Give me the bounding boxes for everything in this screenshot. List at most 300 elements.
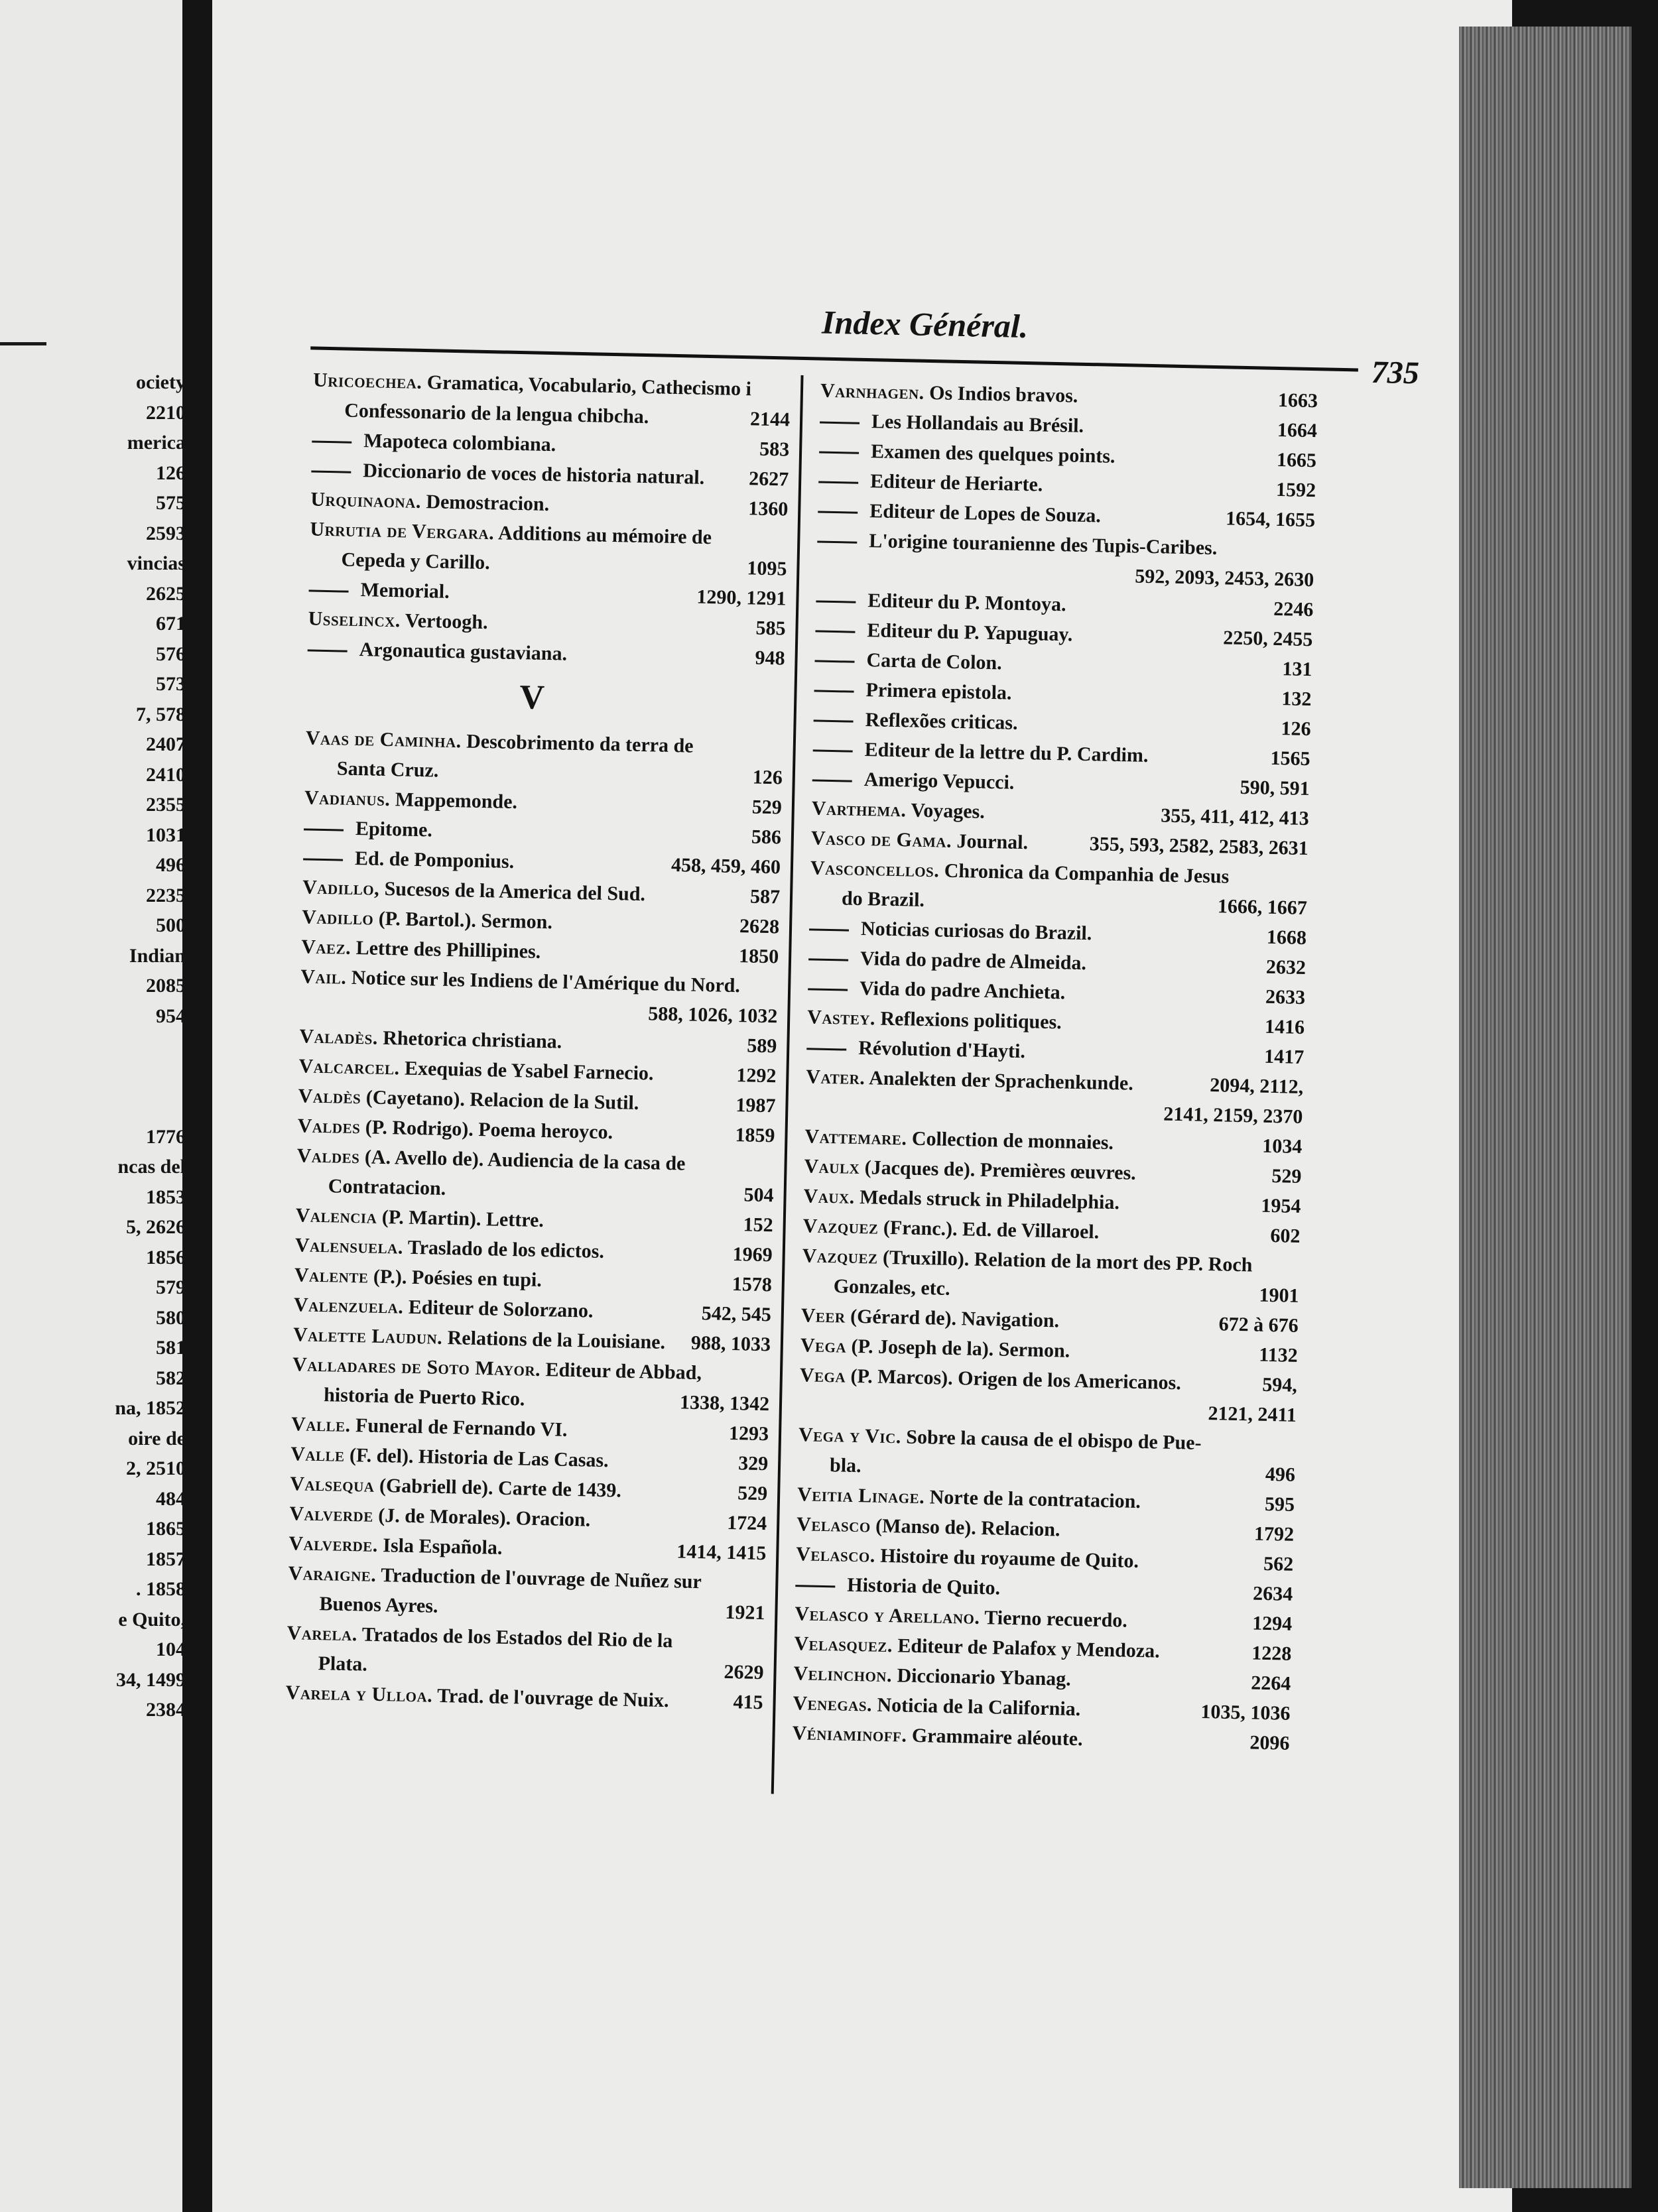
index-entry-text: Editeur de Palafox y Mendoza.: [897, 1634, 1161, 1662]
index-entry-refs: 1414, 1415: [676, 1540, 767, 1565]
index-entry-name: Vattemare.: [804, 1125, 907, 1150]
index-entry-refs: 2628: [739, 915, 780, 938]
index-entry: [816, 524, 1315, 595]
index-entry-text: (Cayetano). Relacion de la Sutil.: [365, 1086, 639, 1115]
page-number: 735: [1371, 354, 1420, 391]
previous-page-line: 126: [156, 461, 186, 484]
index-entry-refs: 1294: [1251, 1612, 1293, 1635]
index-entry-text: Sobre la causa de el obispo de Pue-: [905, 1426, 1202, 1454]
previous-page-line: 7, 578: [136, 703, 186, 725]
previous-page-line: 2407: [146, 733, 186, 755]
right-index-column: [792, 376, 1318, 1758]
index-entry-refs: 152: [743, 1213, 774, 1237]
index-entry-text: Histoire du royaume de Quito.: [879, 1544, 1139, 1572]
index-entry-refs: 595: [1264, 1493, 1295, 1516]
index-entry-refs: 415: [733, 1691, 763, 1714]
previous-page-line: 954: [156, 1005, 186, 1027]
index-entry-head: [814, 644, 1002, 678]
book-page-edges: [1459, 27, 1631, 2188]
index-entry-text: Tierno recuerdo.: [984, 1607, 1128, 1632]
index-entry-text: (Gabriell de). Carte de 1439.: [379, 1474, 622, 1502]
index-entry-refs: 529: [737, 1482, 768, 1505]
index-entry-continuation-text: do Brazil.: [841, 887, 925, 911]
index-entry-refs: 587: [749, 885, 781, 908]
ditto-dash: [819, 451, 859, 454]
index-entry-refs: 1668: [1266, 926, 1307, 950]
index-entry-name: Velinchon.: [793, 1662, 893, 1687]
ditto-dash: [813, 749, 853, 752]
previous-page-line: 671: [156, 613, 186, 635]
index-entry-refs: 529: [751, 796, 783, 819]
index-entry-name: Vasconcellos.: [810, 857, 940, 882]
index-entry-name: Varnhagen.: [820, 379, 925, 404]
index-entry-text: Noticias curiosas do Brazil.: [860, 917, 1092, 945]
ditto-dash: [311, 470, 351, 473]
index-entry-text: Funeral de Fernando VI.: [355, 1414, 568, 1441]
index-entry-refs: 2264: [1251, 1672, 1291, 1695]
index-entry-refs: 2629: [724, 1660, 764, 1684]
index-entry-text: Notice sur les Indiens de l'Amérique du Nord.: [351, 966, 741, 997]
index-entry-refs: 586: [751, 826, 782, 849]
index-entry-text: Memorial.: [360, 579, 450, 603]
ditto-dash: [815, 630, 855, 633]
index-entry-head: [815, 614, 1073, 649]
index-entry-refs: 1901: [1259, 1284, 1299, 1307]
index-entry-name: Velasco y Arellano.: [795, 1603, 980, 1628]
index-entry-text: (A. Avello de). Audiencia de la casa de: [364, 1146, 686, 1175]
index-entry-text: Carta de Colon.: [866, 649, 1003, 674]
index-entry-refs: 1565: [1270, 747, 1310, 770]
index-entry-refs: 2627: [748, 467, 789, 491]
index-entry-text: Révolution d'Hayti.: [858, 1036, 1026, 1063]
index-entry-continuation-text: Gonzales, etc.: [833, 1275, 950, 1300]
index-entry-name: Vail.: [300, 965, 347, 989]
index-entry-text: Chronica da Companhia de Jesus: [944, 859, 1230, 888]
index-entry-text: (Truxillo). Relation de la mort des PP. Roch: [882, 1246, 1253, 1276]
index-entry-name: Velasco: [796, 1513, 871, 1537]
index-entry-text: Diccionario Ybanag.: [897, 1664, 1072, 1690]
previous-page-line: 573: [156, 673, 186, 695]
previous-page-line: 104: [156, 1638, 186, 1660]
ditto-dash: [818, 481, 858, 483]
index-entry-head: [301, 932, 541, 967]
index-entry-refs: 126: [752, 766, 783, 789]
index-entry-refs: 585: [755, 617, 786, 640]
index-entry-refs: 1665: [1276, 448, 1317, 472]
ditto-dash: [304, 828, 344, 831]
index-entry-refs: 2632: [1265, 955, 1307, 979]
ditto-dash: [303, 858, 343, 861]
index-entry-text: Traduction de l'ouvrage de Nuñez sur: [380, 1564, 702, 1593]
index-entry-text: Journal.: [956, 830, 1029, 854]
index-entry-text: Editeur de Heriarte.: [869, 470, 1043, 496]
previous-page-line: 2625: [146, 582, 186, 605]
index-entry-refs: 329: [737, 1452, 769, 1475]
index-entry-text: Examen des quelques points.: [870, 440, 1116, 467]
previous-page-fragment: [0, 0, 186, 2212]
index-entry-name: Valdes: [296, 1144, 360, 1168]
index-entry-name: Valdes: [297, 1115, 361, 1138]
index-entry-head: [813, 704, 1018, 737]
previous-page-line: 582: [156, 1367, 186, 1389]
index-entry: [801, 1241, 1300, 1311]
index-entry-text: Mapoteca colombiana.: [363, 430, 556, 456]
index-entry-text: Amerigo Vepucci.: [863, 768, 1015, 794]
index-entry-text: Rhetorica christiana.: [382, 1026, 562, 1053]
index-entry-name: Valverde.: [288, 1532, 379, 1556]
index-entry-name: Valenzuela.: [293, 1294, 404, 1318]
index-entry-name: Vega y Vic.: [798, 1424, 902, 1448]
previous-page-line: 5, 2626: [126, 1216, 186, 1238]
index-entry-refs: 1095: [747, 557, 787, 580]
index-entry-refs: 2094, 2112,: [1210, 1074, 1304, 1098]
index-entry-name: Veitia Linage.: [797, 1483, 925, 1508]
index-entry-name: Valette Laudun.: [292, 1323, 443, 1349]
index-entry-text: Gramatica, Vocabulario, Cathecismo i: [426, 371, 752, 400]
index-entry-head: [820, 376, 1078, 411]
index-entry-refs: 529: [1271, 1165, 1302, 1188]
index-entry-continuation-text: Buenos Ayres.: [319, 1593, 438, 1617]
index-entry-name: Valencia: [295, 1204, 377, 1228]
index-entry-text: Sucesos de la America del Sud.: [384, 877, 646, 906]
index-entry-refs: 562: [1263, 1552, 1294, 1575]
index-entry: [798, 1420, 1297, 1490]
index-entry-text: Vertoogh.: [405, 609, 488, 634]
index-entry-head: [792, 1718, 1083, 1754]
index-entry-head: [308, 603, 488, 637]
index-entry-continuation-text: Confessonario de la lengua chibcha.: [344, 399, 649, 428]
left-index-column: [285, 365, 791, 1717]
index-entry: [304, 723, 783, 792]
index-entry-text: Traslado de los edictos.: [407, 1236, 605, 1262]
ditto-dash: [795, 1585, 835, 1587]
previous-page-line: merica: [127, 432, 186, 454]
index-entry-name: Vaulx: [804, 1155, 860, 1179]
previous-page-line: 1856: [146, 1246, 186, 1268]
index-entry-refs: 2096: [1249, 1731, 1290, 1754]
index-entry-name: Urrutia de Vergara.: [310, 518, 495, 544]
index-entry-head: [304, 812, 433, 845]
index-entry-name: Varela.: [287, 1622, 358, 1646]
index-entry-refs: 1035, 1036: [1200, 1700, 1291, 1725]
page-title: Index Général.: [821, 303, 1029, 345]
index-entry-refs: 1664: [1277, 418, 1318, 442]
index-entry-text: Reflexões criticas.: [865, 709, 1018, 734]
index-entry-refs: 1132: [1259, 1343, 1299, 1367]
ditto-dash: [308, 649, 348, 652]
index-entry-name: Valladares de Soto Mayor.: [292, 1353, 541, 1381]
index-entry-text: Argonautica gustaviana.: [359, 639, 568, 665]
index-entry-refs: 1578: [732, 1273, 773, 1296]
previous-page-line: 2593: [146, 522, 186, 544]
index-entry-name: Varaigne.: [288, 1562, 377, 1586]
index-entry-refs-line: 592, 2093, 2453, 2630: [1134, 565, 1314, 591]
index-entry-name: Varela y Ulloa.: [285, 1682, 433, 1707]
index-entry-refs: 1921: [725, 1601, 765, 1625]
index-entry-head: [812, 763, 1015, 797]
ditto-dash: [309, 589, 349, 592]
index-entry-continuation-text: Cepeda y Carillo.: [341, 548, 491, 574]
index-entry-name: Vaas de Caminha.: [305, 727, 462, 753]
index-entry-name: Veer: [800, 1304, 846, 1327]
index-entry-refs: 2144: [749, 408, 791, 431]
index-entry-text: Tratados de los Estados del Rio de la: [361, 1623, 673, 1652]
index-entry-name: Vater.: [806, 1066, 865, 1089]
index-entry-name: Valente: [294, 1264, 369, 1288]
index-entry-continuation-text: Plata.: [318, 1652, 368, 1676]
previous-page-line: 2, 2510: [126, 1457, 186, 1479]
index-entry-continuation-text: bla.: [829, 1454, 861, 1477]
index-entry: [810, 853, 1308, 923]
index-entry-refs: 2633: [1265, 985, 1306, 1009]
index-entry: [312, 365, 791, 434]
index-entry-refs: 131: [1282, 658, 1312, 681]
previous-page-line: 1776: [146, 1125, 186, 1148]
index-entry-text: (Manso de). Relacion.: [875, 1514, 1060, 1541]
index-entry-head: [288, 1528, 503, 1563]
index-entry-refs: 1654, 1655: [1225, 507, 1316, 532]
index-entry-text: Editeur de Abbad,: [545, 1359, 702, 1384]
index-entry-refs: 1792: [1253, 1522, 1295, 1546]
previous-page-line: 581: [156, 1337, 186, 1359]
index-entry-text: Norte de la contratacion.: [929, 1486, 1141, 1512]
page-content: [263, 292, 1492, 2040]
index-entry-head: [295, 1200, 544, 1235]
index-entry-refs: 504: [743, 1184, 774, 1207]
index-entry-text: (P. Rodrigo). Poema heroyco.: [365, 1116, 613, 1144]
index-entry: [287, 1558, 766, 1628]
index-entry-text: Lettre des Phillipines.: [355, 937, 541, 963]
previous-page-line: . 1858: [136, 1578, 186, 1600]
index-entry-text: Medals struck in Philadelphia.: [859, 1186, 1120, 1214]
previous-page-line: 484: [156, 1487, 186, 1510]
index-entry-head: [307, 633, 567, 668]
index-entry-refs: 1663: [1277, 389, 1318, 412]
index-entry-head: [818, 465, 1043, 499]
previous-page-line: 2355: [146, 794, 186, 816]
index-entry-text: Editeur de Lopes de Souza.: [869, 500, 1102, 527]
index-entry: [296, 1140, 775, 1210]
index-entry-text: Collection de monnaies.: [911, 1127, 1114, 1154]
index-entry-text: Editeur de Solorzano.: [408, 1296, 594, 1322]
index-entry-refs: 1034: [1261, 1135, 1303, 1158]
previous-page-line: ociety: [136, 371, 186, 393]
index-entry-head: [810, 823, 1028, 857]
index-entry-name: Vega: [800, 1334, 847, 1357]
previous-page-line: 576: [156, 643, 186, 665]
index-entry-text: Epitome.: [355, 817, 433, 841]
previous-page-line: Indian: [129, 944, 186, 967]
index-entry-name: Varthema.: [811, 797, 907, 822]
index-entry-head: [304, 782, 518, 817]
index-entry-continuation-text: Contratacion.: [328, 1175, 446, 1199]
index-entry-refs: 590, 591: [1240, 776, 1310, 800]
index-entry-name: Vaez.: [300, 936, 351, 959]
index-entry-name: Valdès: [298, 1085, 361, 1109]
section-letter: V: [519, 678, 545, 717]
index-entry-refs: 948: [755, 646, 785, 670]
index-entry-continuation-text: historia de Puerto Rico.: [323, 1384, 525, 1410]
index-entry-text: Demostracion.: [426, 491, 550, 515]
index-entry-text: Noticia de la California.: [877, 1693, 1081, 1721]
index-entry-name: Velasco.: [795, 1543, 876, 1567]
index-entry-refs: 988, 1033: [690, 1331, 771, 1356]
ditto-dash: [814, 719, 854, 722]
index-entry-head: [808, 972, 1066, 1007]
index-entry-text: Voyages.: [911, 799, 986, 823]
ditto-dash: [809, 928, 849, 931]
index-entry-refs: 132: [1281, 688, 1312, 711]
index-entry-name: Valle: [290, 1443, 345, 1466]
index-entry-refs: 1969: [732, 1243, 773, 1266]
index-entry-refs: 1954: [1261, 1194, 1301, 1217]
index-entry-text: Grammaire aléoute.: [911, 1724, 1083, 1751]
index-entry-head: [308, 574, 450, 606]
ditto-dash: [808, 958, 848, 961]
index-entry-refs: 1228: [1251, 1642, 1292, 1665]
index-entry-name: Vega: [799, 1364, 846, 1387]
previous-page-line: 2410: [146, 763, 186, 786]
previous-page-line: 2085: [146, 975, 186, 997]
index-entry-text: Isla Española.: [383, 1534, 503, 1559]
index-entry-text: Vida do padre de Almeida.: [860, 947, 1087, 975]
index-entry-refs: 355, 411, 412, 413: [1161, 804, 1310, 830]
index-entry-refs: 2246: [1273, 597, 1314, 621]
index-entry-text: Os Indios bravos.: [928, 381, 1078, 407]
index-entry-text: (Franc.). Ed. de Villaroel.: [883, 1216, 1100, 1243]
index-entry-name: Valensuela.: [294, 1234, 404, 1259]
index-entry-name: Vazquez: [802, 1245, 878, 1268]
index-entry-head: [312, 424, 556, 460]
index-entry-refs-line: 2121, 2411: [1208, 1402, 1297, 1426]
index-entry-text: Exequias de Ysabel Farnecio.: [404, 1057, 654, 1085]
index-entry-name: Véniaminoff.: [792, 1722, 907, 1747]
index-entry-continuation-text: Santa Cruz.: [336, 757, 439, 782]
index-entry-name: Vaux.: [803, 1185, 856, 1208]
index-entry-text: Editeur du P. Montoya.: [867, 589, 1066, 616]
ditto-dash: [820, 421, 860, 424]
index-entry-head: [310, 484, 550, 519]
ditto-dash: [312, 440, 351, 443]
previous-page-line: vincias: [127, 552, 186, 574]
previous-page-line: 1853: [146, 1186, 186, 1208]
index-entry-text: Additions au mémoire de: [497, 522, 712, 549]
previous-page-line: 34, 1499: [116, 1668, 186, 1691]
index-entry-name: Valle.: [290, 1413, 351, 1437]
index-entry-text: (Gérard de). Navigation.: [850, 1305, 1060, 1332]
index-entry-text: Analekten der Sprachenkunde.: [868, 1067, 1134, 1095]
index-entry-text: Descobrimento da terra de: [466, 730, 694, 757]
previous-page-line: 2210: [146, 401, 186, 424]
index-entry-text: Ed. de Pomponius.: [354, 847, 515, 873]
index-entry-head: [302, 902, 553, 937]
index-entry-refs: 355, 593, 2582, 2583, 2631: [1089, 833, 1309, 860]
index-entry-refs: 496: [1265, 1463, 1296, 1486]
ditto-dash: [818, 511, 858, 513]
index-entry-refs: 1360: [747, 497, 789, 521]
index-entry-head: [795, 1569, 1001, 1603]
index-entry-refs: 1724: [726, 1511, 767, 1535]
left-page-rule: [0, 342, 46, 345]
index-entry-name: Uricoechea.: [312, 369, 422, 393]
index-entry-name: Vadillo,: [302, 876, 380, 900]
index-entry-text: Historia de Quito.: [846, 1573, 1001, 1599]
index-entry-refs: 1987: [735, 1094, 776, 1117]
previous-page-line: 575: [156, 492, 186, 514]
index-entry-name: Valadès.: [299, 1025, 379, 1049]
index-entry: [309, 514, 788, 584]
index-entry-head: [303, 842, 515, 877]
index-entry: [805, 1062, 1304, 1132]
index-entry-text: (P. Joseph de la). Sermon.: [851, 1335, 1070, 1362]
index-entry-refs: 1592: [1275, 478, 1316, 502]
index-entry: [300, 961, 779, 1031]
index-entry-text: Trad. de l'ouvrage de Nuix.: [436, 1684, 669, 1712]
previous-page-line: 579: [156, 1276, 186, 1298]
index-entry-head: [807, 1002, 1062, 1037]
index-entry-head: [814, 674, 1012, 707]
index-entry-name: Valsequa: [290, 1473, 375, 1497]
ditto-dash: [806, 1048, 846, 1050]
index-entry-text: Relations de la Louisiane.: [447, 1327, 666, 1353]
index-entry-name: Valverde: [289, 1503, 374, 1526]
index-entry-refs: 1290, 1291: [696, 585, 787, 610]
index-entry-refs: 1850: [738, 945, 779, 968]
index-entry-text: (F. del). Historia de Las Casas.: [349, 1444, 609, 1472]
previous-page-line: 1865: [146, 1518, 186, 1540]
index-entry-text: (P. Martin). Lettre.: [381, 1205, 544, 1232]
index-entry-refs-line: 588, 1026, 1032: [647, 1003, 778, 1028]
index-entry-refs: 542, 545: [701, 1302, 772, 1326]
ditto-dash: [808, 988, 848, 991]
index-entry-text: (J. de Morales). Oracion.: [377, 1504, 591, 1531]
previous-page-line: oire de: [128, 1427, 186, 1449]
index-entry-text: L'origine touranienne des Tupis-Caribes.: [868, 530, 1218, 560]
index-entry-refs: 583: [759, 438, 790, 461]
index-entry-refs: 672 à 676: [1218, 1313, 1299, 1337]
index-entry-refs: 1338, 1342: [679, 1391, 770, 1416]
index-entry-text: (P. Marcos). Origen de los Americanos.: [850, 1365, 1182, 1394]
index-entry-head: [806, 1032, 1026, 1066]
ditto-dash: [814, 660, 854, 662]
index-entry-refs: 1292: [736, 1064, 777, 1087]
index-entry-name: Vasco de Gama.: [810, 827, 952, 852]
index-entry-text: (P. Bartol.). Sermon.: [378, 907, 553, 934]
previous-page-line: 1857: [146, 1548, 186, 1570]
index-entry-head: [811, 793, 985, 826]
index-entry-name: Venegas.: [793, 1692, 873, 1716]
index-entry-text: (P.). Poésies en tupi.: [373, 1265, 542, 1292]
previous-page-line: 500: [156, 914, 186, 936]
index-entry-text: Editeur du P. Yapuguay.: [867, 619, 1073, 646]
index-entry-text: (Jacques de). Premières œuvres.: [864, 1156, 1137, 1184]
index-entry-head: [800, 1300, 1059, 1335]
previous-page-line: ncas del: [117, 1156, 186, 1178]
ditto-dash: [817, 540, 857, 543]
previous-page-line: 2235: [146, 884, 186, 906]
index-entry-text: Vida do padre Anchieta.: [859, 977, 1066, 1004]
index-entry-name: Vadillo: [301, 906, 374, 930]
index-entry-name: Vastey.: [806, 1006, 876, 1030]
previous-page-line: 1031: [146, 824, 186, 846]
index-entry-refs: 602: [1270, 1225, 1301, 1247]
ditto-dash: [812, 779, 852, 782]
index-entry-text: Primera epistola.: [865, 679, 1012, 704]
index-entry-name: Vadianus.: [304, 786, 391, 811]
index-entry-refs: 1859: [735, 1124, 775, 1147]
index-entry-head: [294, 1260, 542, 1295]
index-entry-name: Velasquez.: [794, 1632, 893, 1657]
